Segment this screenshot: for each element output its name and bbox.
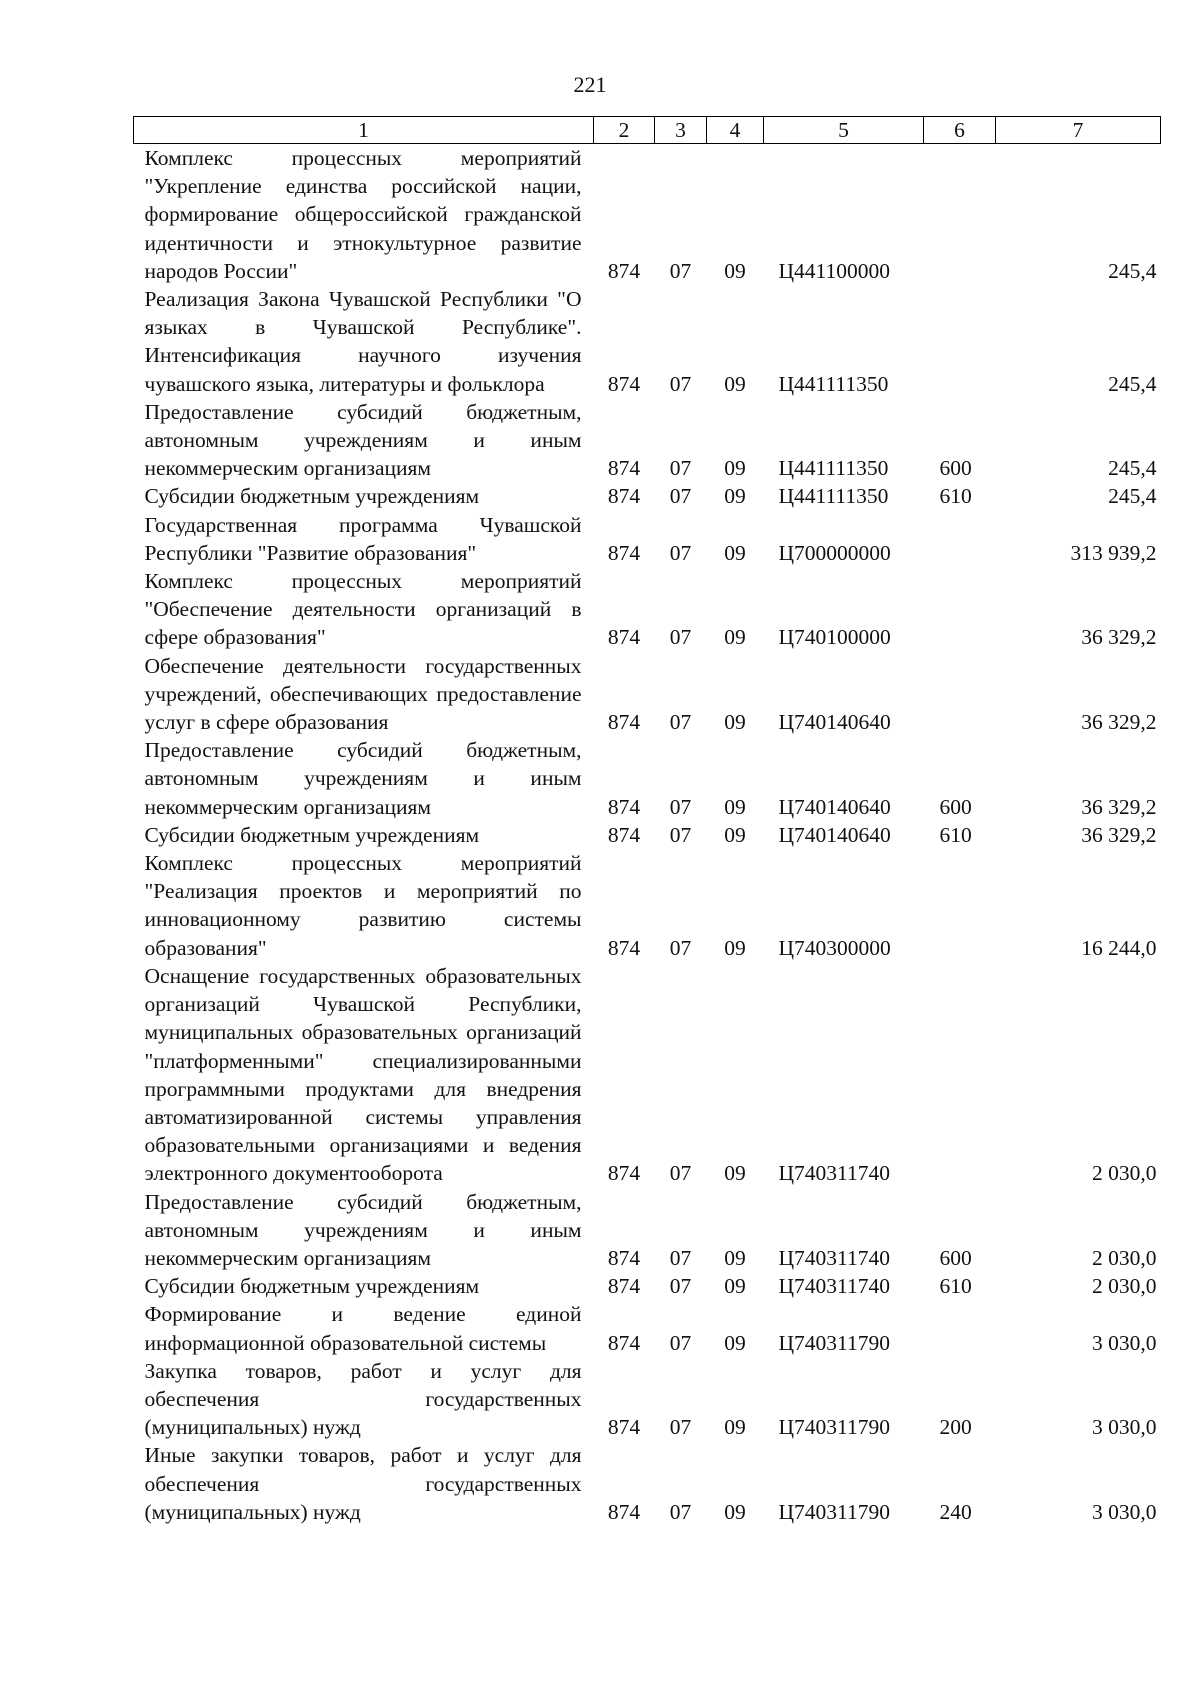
- ministry-code: 874: [607, 1161, 641, 1186]
- section-code: 07: [669, 1161, 692, 1186]
- table-row: [134, 1441, 1161, 1526]
- expense-type-code: 610: [939, 484, 972, 509]
- section-code: 07: [669, 935, 692, 960]
- amount: 36 329,2: [1081, 822, 1157, 847]
- expense-type-code: [924, 652, 996, 737]
- ministry-code: 874: [607, 540, 641, 565]
- table-row: [134, 567, 1161, 652]
- subsection-code: 09: [724, 710, 746, 735]
- target-article-code: Ц740311740: [778, 1161, 890, 1186]
- ministry-code: 874: [607, 1499, 641, 1524]
- budget-table: [133, 116, 1161, 1526]
- header-row: [134, 117, 1161, 144]
- expense-type-code: [924, 144, 996, 286]
- expense-type-code: 240: [939, 1499, 972, 1524]
- subsection-code: 09: [724, 484, 746, 509]
- header-col-7: 7: [996, 117, 1161, 144]
- table-row: [134, 144, 1161, 286]
- expense-type-code: 610: [939, 1274, 972, 1299]
- amount: 36 329,2: [1081, 710, 1157, 735]
- expense-type-code: [924, 285, 996, 398]
- target-article-code: Ц740140640: [778, 794, 891, 819]
- table-row: [134, 482, 1161, 510]
- subsection-code: 09: [724, 794, 746, 819]
- target-article-code: Ц441100000: [778, 258, 890, 283]
- section-code: 07: [669, 822, 692, 847]
- table-row: [134, 821, 1161, 849]
- amount: 16 244,0: [1081, 935, 1157, 960]
- ministry-code: 874: [607, 456, 641, 481]
- table-row: [134, 398, 1161, 483]
- ministry-code: 874: [607, 371, 641, 396]
- target-article-code: Ц740311790: [778, 1330, 890, 1355]
- row-name: Комплекс процессных мероприятий "Укрепление единства российской нации, формирование общероссийской гражданской идентичности и этнокультурное развитие народов России": [144, 146, 582, 283]
- subsection-code: 09: [724, 1499, 746, 1524]
- section-code: 07: [669, 258, 692, 283]
- row-name: Предоставление субсидий бюджетным, автономным учреждениям и иным некоммерческим организациям: [144, 399, 582, 481]
- row-name: Обеспечение деятельности государственных учреждений, обеспечивающих предоставление услуг в сфере образования: [144, 653, 582, 735]
- ministry-code: 874: [607, 1330, 641, 1355]
- row-name: Комплекс процессных мероприятий "Обеспечение деятельности организаций в сфере образования": [144, 569, 582, 650]
- header-col-2: 2: [594, 117, 655, 144]
- page-number: 221: [573, 72, 607, 97]
- ministry-code: 874: [607, 822, 641, 847]
- table-row: [134, 1300, 1161, 1356]
- expense-type-code: [924, 962, 996, 1188]
- amount: 245,4: [1108, 258, 1157, 283]
- target-article-code: Ц740100000: [778, 625, 891, 650]
- header-col-5: 5: [764, 117, 924, 144]
- subsection-code: 09: [724, 540, 746, 565]
- ministry-code: 874: [607, 935, 641, 960]
- section-code: 07: [669, 1415, 692, 1440]
- target-article-code: Ц740311790: [778, 1415, 890, 1440]
- header-col-6: 6: [924, 117, 996, 144]
- amount: 2 030,0: [1092, 1245, 1157, 1270]
- subsection-code: 09: [724, 1330, 746, 1355]
- target-article-code: Ц740311740: [778, 1245, 890, 1270]
- subsection-code: 09: [724, 1415, 746, 1440]
- header-col-1: 1: [134, 117, 594, 144]
- expense-type-code: 200: [939, 1415, 972, 1440]
- target-article-code: Ц441111350: [778, 371, 889, 396]
- table-body: [134, 144, 1161, 1526]
- table-row: [134, 849, 1161, 962]
- table-row: [134, 962, 1161, 1188]
- row-name: Субсидии бюджетным учреждениям: [144, 1274, 480, 1299]
- target-article-code: Ц740140640: [778, 822, 891, 847]
- header-col-4: 4: [707, 117, 764, 144]
- section-code: 07: [669, 540, 692, 565]
- expense-type-code: [924, 511, 996, 567]
- ministry-code: 874: [607, 625, 641, 650]
- subsection-code: 09: [724, 1245, 746, 1270]
- ministry-code: 874: [607, 794, 641, 819]
- subsection-code: 09: [724, 1161, 746, 1186]
- row-name: Субсидии бюджетным учреждениям: [144, 484, 480, 509]
- row-name: Субсидии бюджетным учреждениям: [144, 822, 480, 847]
- subsection-code: 09: [724, 258, 746, 283]
- target-article-code: Ц441111350: [778, 456, 889, 481]
- subsection-code: 09: [724, 1274, 746, 1299]
- section-code: 07: [669, 1274, 692, 1299]
- amount: 3 030,0: [1092, 1330, 1157, 1355]
- section-code: 07: [669, 456, 692, 481]
- amount: 36 329,2: [1081, 794, 1157, 819]
- target-article-code: Ц740140640: [778, 710, 891, 735]
- ministry-code: 874: [607, 1245, 641, 1270]
- target-article-code: Ц441111350: [778, 484, 889, 509]
- amount: 245,4: [1108, 371, 1157, 396]
- amount: 2 030,0: [1092, 1161, 1157, 1186]
- subsection-code: 09: [724, 371, 746, 396]
- amount: 2 030,0: [1092, 1274, 1157, 1299]
- section-code: 07: [669, 371, 692, 396]
- row-name: Закупка товаров, работ и услуг для обеспечения государственных (муниципальных) нужд: [144, 1358, 582, 1440]
- amount: 313 939,2: [1070, 540, 1157, 565]
- row-name: Комплекс процессных мероприятий "Реализация проектов и мероприятий по инновационному развитию системы образования": [144, 851, 582, 960]
- ministry-code: 874: [607, 258, 641, 283]
- expense-type-code: 600: [939, 794, 972, 819]
- amount: 3 030,0: [1092, 1415, 1157, 1440]
- table-row: [134, 1188, 1161, 1273]
- target-article-code: Ц740311790: [778, 1499, 890, 1524]
- row-name: Предоставление субсидий бюджетным, автономным учреждениям и иным некоммерческим организациям: [144, 1189, 582, 1270]
- table-header: [134, 117, 1161, 144]
- target-article-code: Ц700000000: [778, 540, 891, 565]
- row-name: Реализация Закона Чувашской Республики "О языках в Чувашской Республике". Интенсификация научного изучения чувашского языка, литературы и фольклора: [144, 287, 582, 396]
- row-name: Иные закупки товаров, работ и услуг для обеспечения государственных (муниципальных) нужд: [144, 1443, 582, 1524]
- table-row: [134, 736, 1161, 821]
- row-name: Предоставление субсидий бюджетным, автономным учреждениям и иным некоммерческим организациям: [144, 738, 582, 819]
- section-code: 07: [669, 625, 692, 650]
- section-code: 07: [669, 1245, 692, 1270]
- expense-type-code: [924, 849, 996, 962]
- amount: 3 030,0: [1092, 1499, 1157, 1524]
- row-name: Оснащение государственных образовательных организаций Чувашской Республики, муниципальных образовательных организаций "платформенными" специализированными программными продуктами для внедрения автоматизированной системы управления образовательными организациями и ведения электронного документооборота: [144, 963, 582, 1186]
- table-row: [134, 1272, 1161, 1300]
- target-article-code: Ц740300000: [778, 935, 891, 960]
- expense-type-code: [924, 567, 996, 652]
- table-row: [134, 1357, 1161, 1442]
- row-name: Государственная программа Чувашской Республики "Развитие образования": [144, 512, 582, 565]
- section-code: 07: [669, 710, 692, 735]
- table-row: [134, 511, 1161, 567]
- ministry-code: 874: [607, 484, 641, 509]
- expense-type-code: 610: [939, 822, 972, 847]
- amount: 245,4: [1108, 456, 1157, 481]
- table-row: [134, 285, 1161, 398]
- section-code: 07: [669, 1330, 692, 1355]
- ministry-code: 874: [607, 1274, 641, 1299]
- ministry-code: 874: [607, 710, 641, 735]
- table-row: [134, 652, 1161, 737]
- expense-type-code: 600: [939, 1245, 972, 1270]
- amount: 36 329,2: [1081, 625, 1157, 650]
- section-code: 07: [669, 794, 692, 819]
- section-code: 07: [669, 484, 692, 509]
- subsection-code: 09: [724, 625, 746, 650]
- header-col-3: 3: [655, 117, 707, 144]
- subsection-code: 09: [724, 935, 746, 960]
- expense-type-code: [924, 1300, 996, 1356]
- subsection-code: 09: [724, 822, 746, 847]
- expense-type-code: 600: [939, 456, 972, 481]
- section-code: 07: [669, 1499, 692, 1524]
- subsection-code: 09: [724, 456, 746, 481]
- amount: 245,4: [1108, 484, 1157, 509]
- ministry-code: 874: [607, 1415, 641, 1440]
- row-name: Формирование и ведение единой информационной образовательной системы: [144, 1302, 582, 1355]
- target-article-code: Ц740311740: [778, 1274, 890, 1299]
